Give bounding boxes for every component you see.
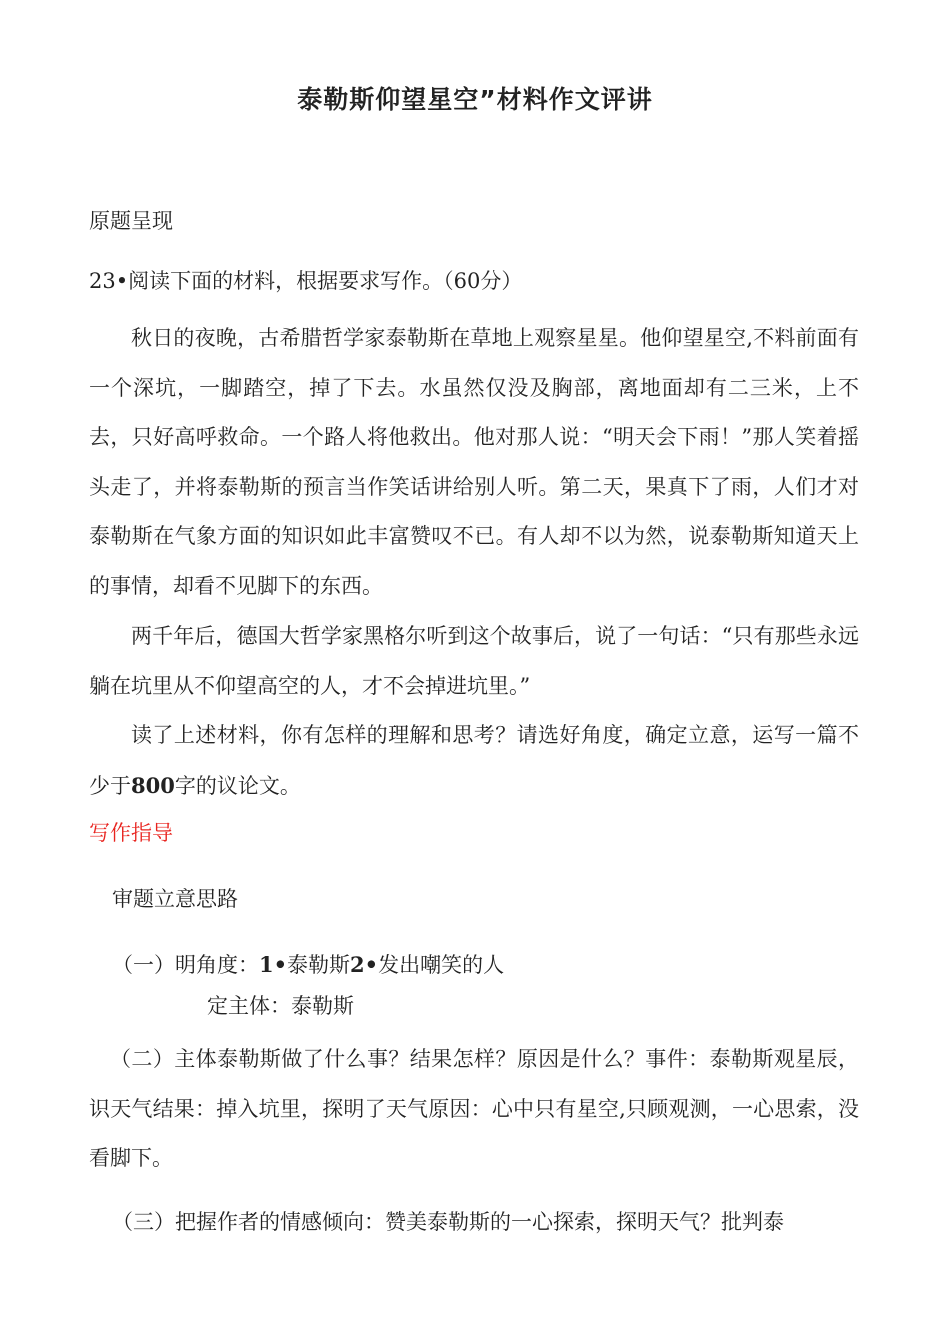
guide-item-1-subject: 定主体：泰勒斯 xyxy=(207,994,354,1018)
material-paragraph-2: 两千年后，德国大哲学家黑格尔听到这个故事后，说了一句话：“只有那些永远躺在坑里从不仰望高空的人，才不会掉进坑里。” xyxy=(89,624,859,698)
para3-text-after: 字的议论文。 xyxy=(174,773,301,798)
para3-text-before: 读了上述材料，你有怎样的理解和思考？请选好角度，确定立意，运写一篇不少于 xyxy=(89,723,859,798)
word-count: 800 xyxy=(131,772,175,798)
subheading-approach: 审题立意思路 xyxy=(112,887,238,911)
material-paragraph-1: 秋日的夜晚，古希腊哲学家泰勒斯在草地上观察星星。他仰望星空,不料前面有一个深坑，一脚踏空，掉了下去。水虽然仅没及胸部，离地面却有二三米，上不去，只好高呼救命。一个路人将他救出。他对那人说：“明天会下雨！”那人笑着摇头走了，并将泰勒斯的预言当作笑话讲给别人听。第二天，果真下了雨，人们才对泰勒斯在气象方面的知识如此丰富赞叹不已。有人却不以为然，说泰勒斯知道天上的事情，却看不见脚下的东西。 xyxy=(89,326,859,598)
section-heading-original: 原题呈现 xyxy=(89,209,173,233)
guide-item-1 xyxy=(112,950,504,980)
item1-option-a: 泰勒斯 xyxy=(287,953,351,977)
guide-item-2: （二）主体泰勒斯做了什么事？结果怎样？原因是什么？事件：泰勒斯观星辰，识天气结果：掉入坑里，探明了天气原因：心中只有星空,只顾观测，一心思索，没看脚下。 xyxy=(89,1047,859,1171)
item1-prefix: （一）明角度： xyxy=(112,953,259,977)
section-heading-guide: 写作指导 xyxy=(89,821,173,845)
page-title: 泰勒斯仰望星空”材料作文评讲 xyxy=(297,85,653,114)
question-line: 23•阅读下面的材料，根据要求写作。（60分） xyxy=(89,269,523,293)
item1-number-1: 1• xyxy=(259,952,288,977)
guide-item-3: （三）把握作者的情感倾向：赞美泰勒斯的一心探索，探明天气？批判泰 xyxy=(112,1210,784,1234)
item1-option-b: 发出嘲笑的人 xyxy=(378,953,505,977)
material-paragraph-3 xyxy=(89,711,859,811)
item1-number-2: 2• xyxy=(350,952,379,977)
